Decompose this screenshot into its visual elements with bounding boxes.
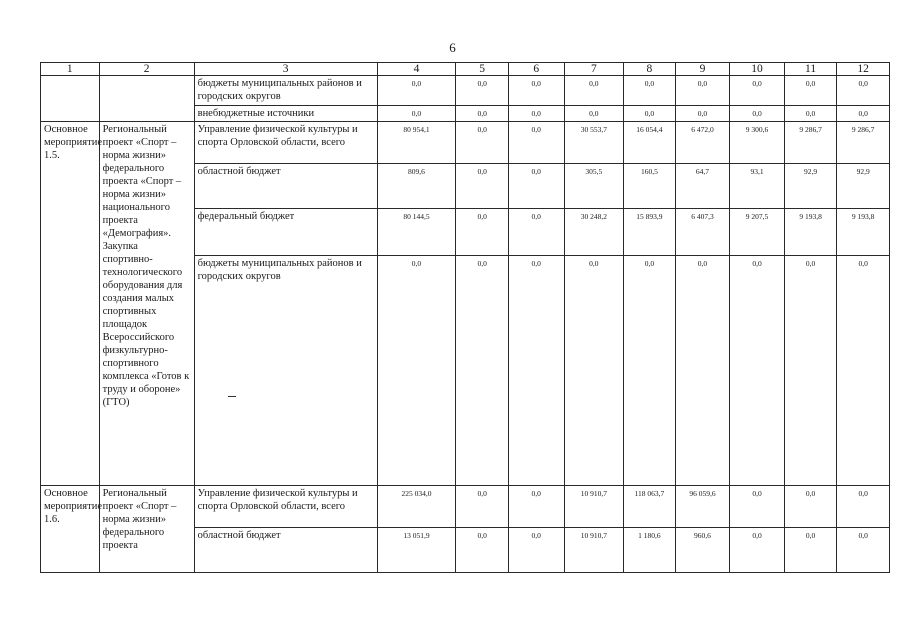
value-cell: 0,0 [730, 106, 785, 122]
value-cell: 0,0 [456, 76, 509, 106]
value-cell: 0,0 [624, 256, 676, 486]
value-cell: 6 407,3 [675, 209, 730, 256]
table-row [41, 122, 890, 164]
value-cell: 96 059,6 [675, 486, 730, 528]
value-cell: 80 954,1 [377, 122, 456, 164]
page-number: 6 [449, 40, 456, 55]
value-cell: 9 300,6 [730, 122, 785, 164]
funding-source: федеральный бюджет [194, 209, 377, 256]
value-cell: 809,6 [377, 164, 456, 209]
value-cell: 0,0 [784, 106, 837, 122]
value-cell: 0,0 [508, 486, 564, 528]
header-row [41, 63, 890, 76]
value-cell: 0,0 [456, 122, 509, 164]
empty-project-cell [99, 76, 194, 122]
value-cell: 92,9 [784, 164, 837, 209]
value-cell: 0,0 [730, 256, 785, 486]
value-cell: 0,0 [456, 164, 509, 209]
funding-source: внебюджетные источники [194, 106, 377, 122]
value-cell: 0,0 [456, 106, 509, 122]
empty-measure-cell [41, 76, 100, 122]
value-cell: 225 034,0 [377, 486, 456, 528]
value-cell: 10 910,7 [564, 486, 624, 528]
value-cell: 9 193,8 [784, 209, 837, 256]
column-header: 2 [99, 63, 194, 76]
value-cell: 9 207,5 [730, 209, 785, 256]
funding-source: бюджеты муниципальных районов и городских округов [194, 256, 377, 486]
value-cell: 6 472,0 [675, 122, 730, 164]
value-cell: 13 051,9 [377, 528, 456, 573]
measure-label: Основное мероприятие 1.5. [41, 122, 100, 486]
value-cell: 0,0 [837, 106, 890, 122]
value-cell: 93,1 [730, 164, 785, 209]
value-cell: 160,5 [624, 164, 676, 209]
column-header: 1 [41, 63, 100, 76]
value-cell: 960,6 [675, 528, 730, 573]
value-cell: 16 054,4 [624, 122, 676, 164]
budget-table [40, 62, 890, 573]
value-cell: 0,0 [624, 76, 676, 106]
table-row [41, 76, 890, 106]
value-cell: 0,0 [730, 486, 785, 528]
value-cell: 118 063,7 [624, 486, 676, 528]
value-cell: 0,0 [508, 76, 564, 106]
value-cell: 0,0 [784, 256, 837, 486]
column-header: 3 [194, 63, 377, 76]
value-cell: 0,0 [377, 106, 456, 122]
value-cell: 0,0 [377, 76, 456, 106]
column-header: 4 [377, 63, 456, 76]
value-cell: 0,0 [377, 256, 456, 486]
measure-label: Основное мероприятие 1.6. [41, 486, 100, 573]
funding-source: областной бюджет [194, 164, 377, 209]
value-cell: 0,0 [675, 256, 730, 486]
project-description: Региональный проект «Спорт – норма жизни» федерального проекта [99, 486, 194, 573]
value-cell: 10 910,7 [564, 528, 624, 573]
value-cell: 0,0 [837, 76, 890, 106]
value-cell: 0,0 [784, 76, 837, 106]
column-header: 8 [624, 63, 676, 76]
value-cell: 0,0 [837, 486, 890, 528]
value-cell: 305,5 [564, 164, 624, 209]
value-cell: 92,9 [837, 164, 890, 209]
value-cell: 0,0 [784, 486, 837, 528]
value-cell: 0,0 [456, 256, 509, 486]
value-cell: 0,0 [675, 106, 730, 122]
funding-source: Управление физической культуры и спорта Орловской области, всего [194, 486, 377, 528]
value-cell: 30 553,7 [564, 122, 624, 164]
value-cell: 0,0 [508, 209, 564, 256]
column-header: 7 [564, 63, 624, 76]
column-header: 6 [508, 63, 564, 76]
value-cell: 0,0 [784, 528, 837, 573]
column-header: 9 [675, 63, 730, 76]
column-header: 10 [730, 63, 785, 76]
funding-source: бюджеты муниципальных районов и городских округов [194, 76, 377, 106]
value-cell: 0,0 [730, 528, 785, 573]
value-cell: 0,0 [456, 486, 509, 528]
value-cell: 0,0 [624, 106, 676, 122]
funding-source: областной бюджет [194, 528, 377, 573]
value-cell: 0,0 [564, 76, 624, 106]
value-cell: 0,0 [837, 528, 890, 573]
value-cell: 0,0 [675, 76, 730, 106]
value-cell: 1 180,6 [624, 528, 676, 573]
value-cell: 0,0 [456, 528, 509, 573]
value-cell: 80 144,5 [377, 209, 456, 256]
project-description: Региональный проект «Спорт – норма жизни» федерального проекта «Спорт – норма жизни» национального проекта «Демография». Закупка спортивно-технологического оборудования для создания малых спортивных площадок Всероссийского физкультурно-спортивного комплекса «Готов к труду и обороне» (ГТО) [99, 122, 194, 486]
funding-source: Управление физической культуры и спорта Орловской области, всего [194, 122, 377, 164]
value-cell: 0,0 [456, 209, 509, 256]
value-cell: 0,0 [730, 76, 785, 106]
value-cell: 0,0 [508, 528, 564, 573]
value-cell: 64,7 [675, 164, 730, 209]
value-cell: 9 286,7 [837, 122, 890, 164]
column-header: 5 [456, 63, 509, 76]
value-cell: 9 193,8 [837, 209, 890, 256]
value-cell: 9 286,7 [784, 122, 837, 164]
table-row [41, 486, 890, 528]
column-header: 11 [784, 63, 837, 76]
column-header: 12 [837, 63, 890, 76]
value-cell: 0,0 [508, 164, 564, 209]
value-cell: 0,0 [837, 256, 890, 486]
value-cell: 30 248,2 [564, 209, 624, 256]
value-cell: 0,0 [564, 106, 624, 122]
dash-mark [228, 396, 236, 397]
value-cell: 0,0 [508, 106, 564, 122]
value-cell: 15 893,9 [624, 209, 676, 256]
value-cell: 0,0 [564, 256, 624, 486]
value-cell: 0,0 [508, 256, 564, 486]
value-cell: 0,0 [508, 122, 564, 164]
